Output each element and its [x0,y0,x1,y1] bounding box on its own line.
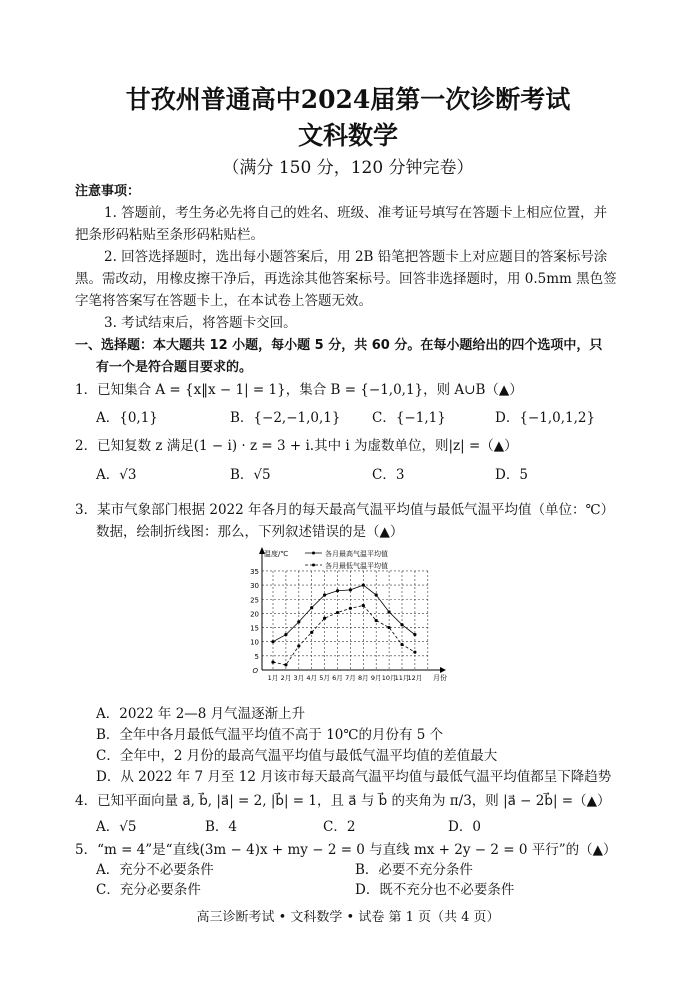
x-tick-label: 8月 [357,674,369,682]
question-4: 4．已知平面向量 a⃗, b⃗, |a⃗| = 2, |b⃗| = 1，且 a⃗ 与 b⃗ 的夹角为 π/3，则 |a⃗ − 2b⃗| =（▲） [75,793,611,809]
option: B．√5 [230,467,271,483]
option: B．必要不充分条件 [355,862,473,878]
data-point [413,633,416,636]
exam-title: 甘孜州普通高中2024届第一次诊断考试 [125,85,571,114]
data-point [336,611,339,614]
option: D．5 [495,467,528,483]
data-point [310,631,313,634]
data-point [284,663,287,666]
data-point [400,643,403,646]
option: C．{−1,1} [372,410,446,426]
data-point [388,610,391,613]
question-2: 2．已知复数 z 满足(1 − i) · z = 3 + i.其中 i 为虚数单位，则|z| =（▲） [75,438,518,454]
option: B．全年中各月最低气温平均值不高于 10℃的月份有 5 个 [96,727,444,743]
data-point [323,617,326,620]
data-point [388,626,391,629]
option: D．既不充分也不必要条件 [355,882,515,898]
data-point [323,593,326,596]
data-point [349,588,352,591]
option: D．{−1,0,1,2} [495,410,596,426]
x-tick-label: 9月 [370,674,382,682]
section-heading: 有一个是符合题目要求的。 [96,360,253,375]
option: C．2 [323,819,356,835]
question-5: 5．“m = 4”是“直线(3m − 4)x + my − 2 = 0 与直线 mx + 2y − 2 = 0 平行”的（▲） [75,842,617,858]
option: B．4 [205,819,238,835]
legend-marker [312,564,315,567]
y-tick-label: 35 [250,567,259,576]
option: A．充分不必要条件 [96,862,214,878]
page-footer: 高三诊断考试 • 文科数学 • 试卷 第 1 页（共 4 页） [196,910,500,925]
y-tick-label: 25 [250,596,259,605]
x-tick-label: 11月 [394,674,410,682]
legend-label: 各月最低气温平均值 [325,562,388,570]
notice-line: 把条形码粘贴至条形码粘贴栏。 [75,227,264,243]
data-point [297,620,300,623]
notice-heading: 注意事项： [75,184,141,199]
data-point [375,619,378,622]
origin-label: O [252,667,258,675]
data-point [310,606,313,609]
notice-line: 1. 答题前，考生务必先将自己的姓名、班级、准考证号填写在答题卡上相应位置，并 [104,205,608,221]
question-1: 1．已知集合 A = {x‖x − 1| = 1}，集合 B = {−1,0,1}，则 A∪B（▲） [75,382,523,398]
y-tick-label: 10 [250,638,259,647]
x-axis-label: 月份 [433,674,447,682]
data-point [400,623,403,626]
option: B．{−2,−1,0,1} [230,410,341,426]
y-tick-label: 5 [254,652,259,661]
data-point [375,593,378,596]
y-tick-label: 20 [250,610,259,619]
option: A．√5 [96,819,137,835]
data-point [362,584,365,587]
subject-title: 文科数学 [297,121,398,150]
x-tick-label: 12月 [407,674,423,682]
x-tick-label: 5月 [319,674,330,682]
data-point [297,644,300,647]
data-point [349,607,352,610]
x-tick-label: 1月 [267,674,279,682]
option: C．充分必要条件 [96,882,201,898]
notice-line: 字笔将答案写在答题卡上，在本试卷上答题无效。 [75,293,372,309]
score-note: （满分 150 分，120 分钟完卷） [222,158,474,178]
legend-marker [312,552,315,555]
y-tick-label: 15 [250,624,259,633]
notice-line: 黑。需改动，用橡皮擦干净后，再选涂其他答案标号。回答非选择题时，用 0.5mm 黑色签 [75,271,617,287]
legend-label: 各月最高气温平均值 [325,550,388,558]
x-tick-label: 10月 [381,674,397,682]
notice-line: 3. 考试结束后，将答题卡交回。 [104,315,297,331]
section-heading: 一、选择题：本大题共 12 小题，每小题 5 分，共 60 分。在每小题给出的四个选项中，只 [75,338,603,353]
question-3: 3．某市气象部门根据 2022 年各月的每天最高气温平均值与最低气温平均值（单位：℃） [75,502,615,518]
data-point [271,640,274,643]
question-3-cont: 数据，绘制折线图：那么，下列叙述错误的是（▲） [96,524,404,540]
option: A．2022 年 2—8 月气温逐渐上升 [96,706,306,722]
data-point [271,660,274,663]
temperature-line-chart [230,544,460,689]
option: D．0 [448,819,481,835]
y-tick-label: 30 [250,582,259,591]
x-axis-arrow [440,667,446,673]
option: A．{0,1} [96,410,158,426]
data-point [362,604,365,607]
notice-line: 2. 回答选择题时，选出每小题答案后，用 2B 铅笔把答题卡上对应题目的答案标号涂 [104,249,608,265]
x-tick-label: 7月 [345,674,356,682]
x-tick-label: 4月 [306,674,318,682]
x-tick-label: 3月 [293,674,305,682]
x-tick-label: 6月 [332,674,343,682]
data-point [284,633,287,636]
option: C．全年中，2 月份的最高气温平均值与最低气温平均值的差值最大 [96,748,498,764]
y-axis-label: 温度/℃ [264,550,289,558]
data-point [336,589,339,592]
option: C．3 [372,467,405,483]
option: D．从 2022 年 7 月至 12 月该市每天最高气温平均值与最低气温平均值都呈下降趋势 [96,769,612,785]
option: A．√3 [96,467,137,483]
data-point [413,651,416,654]
x-tick-label: 2月 [280,674,292,682]
